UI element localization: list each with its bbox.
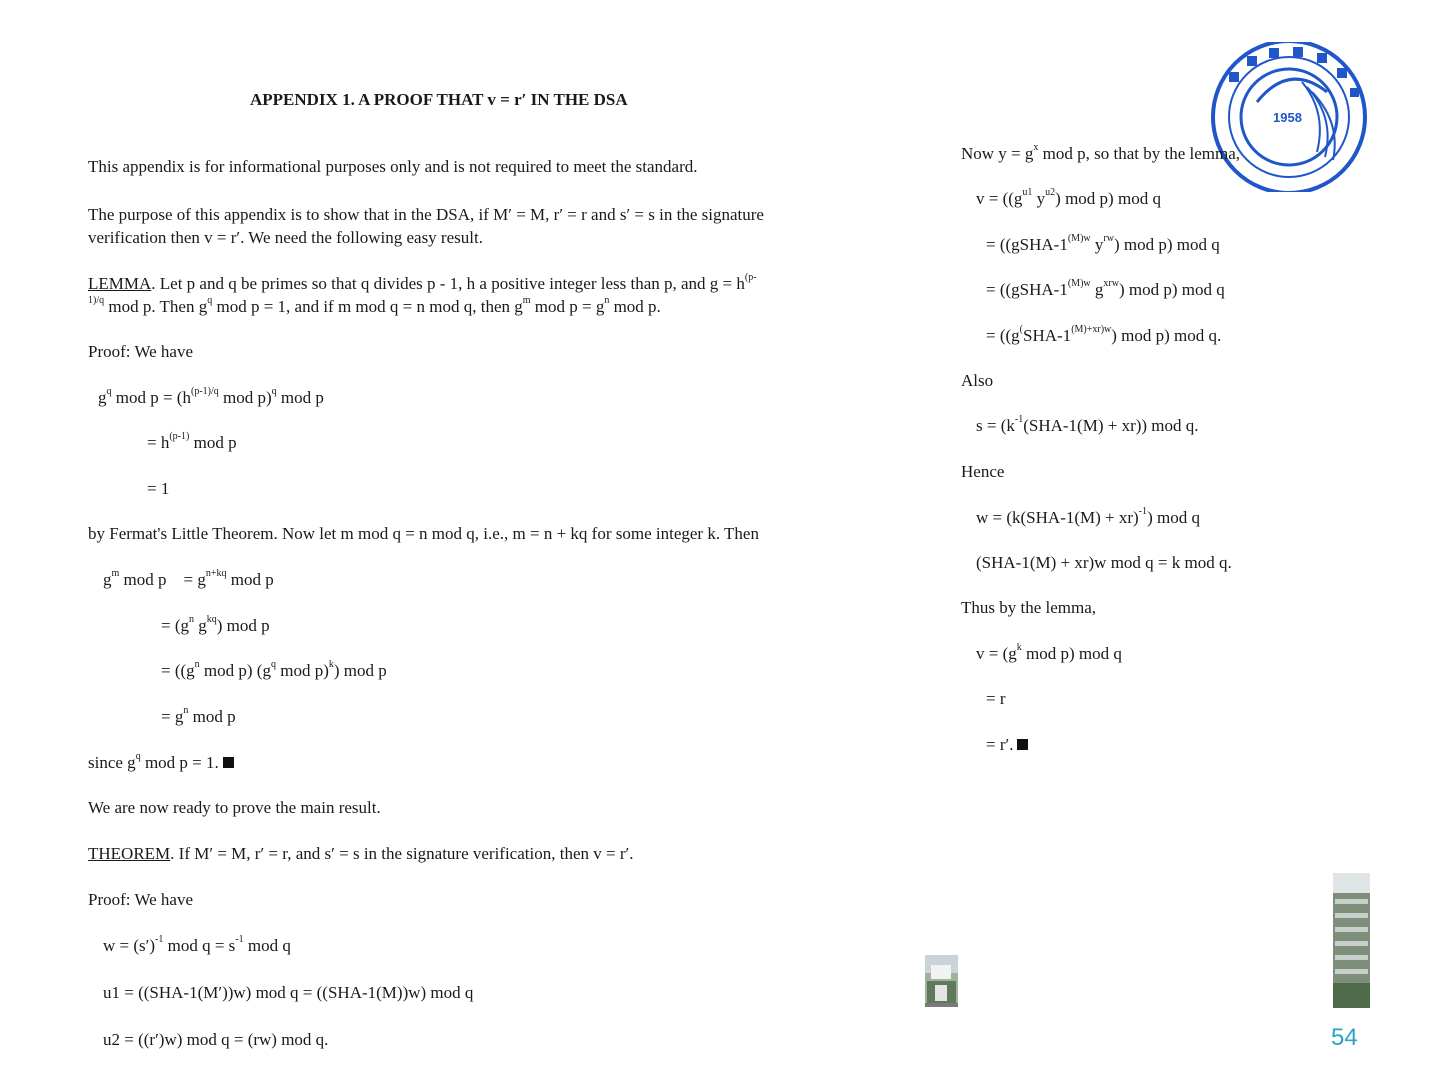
appendix-title: APPENDIX 1. A PROOF THAT v = r′ IN THE DSA [250,90,628,109]
equation-gm: $g^m$ mod p = $g^{n+kq}$ mod p [103,568,274,589]
equation-u1: u1 = ((SHA-1(M′))w) mod q = ((SHA-1(M))w) mod q [103,983,474,1002]
equation-one: = 1 [147,479,170,498]
equation-sha-yrw: = (($gSHA-1^{(M)w}$ $y^{rw}$) mod p) mod q [986,233,1220,254]
fermat-text: by Fermat's Little Theorem. Now let m mod q = n mod q, i.e., m = n + kq for some integer k. Then [88,524,759,543]
seal-year: 1958 [1273,110,1302,125]
equation-sha-gxrw: = (($gSHA-1^{(M)w}$ $g^{xrw}$) mod p) mod q [986,278,1225,299]
equation-gn-gq-k: = (($g^n$ mod p) ($g^q$ mod p)$^k$) mod p [161,659,387,680]
now-y-line: Now $y = g^x$ mod p, so that by the lemma, [961,142,1241,163]
also-label: Also [961,371,994,390]
thus-label: Thus by the lemma, [961,598,1097,617]
page-number: 54 [1331,1024,1358,1051]
equation-sha-k: (SHA-1(M) + xr)w mod q = k mod q. [976,553,1232,572]
equation-v-u1-u2: $v = ((g^{u1}$ $y^{u2}$) mod p) mod q [976,187,1161,208]
proof-label-2: Proof: We have [88,890,194,909]
equation-gn-gkq: = ($g^n$ $g^{kq}$) mod p [161,614,270,635]
equation-u2: u2 = ((r′)w) mod q = (rw) mod q. [103,1030,329,1049]
proof-label-1: Proof: We have [88,342,194,361]
since-line: since $g^q$ mod p = 1. [88,752,234,774]
intro-paragraph: This appendix is for informational purposes only and is not required to meet the standard. [88,157,698,176]
equation-hp1: = $h^{(p-1)}$ mod p [147,431,237,452]
equation-gn: = $g^n$ mod p [161,705,236,726]
purpose-line-1: The purpose of this appendix is to show that in the DSA, if M′ = M, r′ = r and s′ = s in the signature [88,205,764,224]
lemma-line-2: $^{1)/q}$ mod p. Then $g^q$ mod p = 1, and if m mod q = n mod q, then $g^m$ mod $p = g^n$ mod p. [88,295,661,316]
equation-v-gk: $v = (g^k$ mod p) mod q [976,642,1122,663]
university-seal-logo [1207,42,1371,192]
ready-text: We are now ready to prove the main result. [88,798,381,817]
equation-s: $s = (k^{-1}(SHA-1(M) + xr))$ mod q. [976,414,1199,435]
equation-w-inverse: w = (k(SHA-1(M) + xr)$^{-1}$) mod q [976,506,1200,527]
hence-label: Hence [961,462,1005,481]
lemma-label: LEMMA [88,274,152,293]
campus-photo-thumbnail [925,955,958,1007]
theorem-line: THEOREM. If M′ = M, r′ = r, and s′ = s in the signature verification, then v = r′. [88,844,634,863]
theorem-label: THEOREM [88,844,171,863]
equation-eq-r: = r [986,689,1006,708]
purpose-line-2: verification then v = r′. We need the following easy result. [88,228,483,247]
equation-sha-combined: = ($(g^(SHA-1^{(M)+xr)w})$ mod p) mod q. [986,324,1222,345]
qed-square-icon [223,757,234,768]
equation-gq: $g^q$ mod $p = (h^{(p-1)/q}$ mod p)$^q$ mod p [98,386,324,407]
campus-building-photo [1333,873,1370,1008]
equation-w: $w = (s')^{-1}$ mod $q = s^{-1}$ mod q [103,934,291,955]
qed-square-icon [1017,739,1028,750]
lemma-line-1: LEMMA. Let p and q be primes so that q divides p - 1, h a positive integer less than p, and $g = h^{(p-}$ [88,272,757,293]
equation-eq-rprime: = r′. [986,734,1028,756]
